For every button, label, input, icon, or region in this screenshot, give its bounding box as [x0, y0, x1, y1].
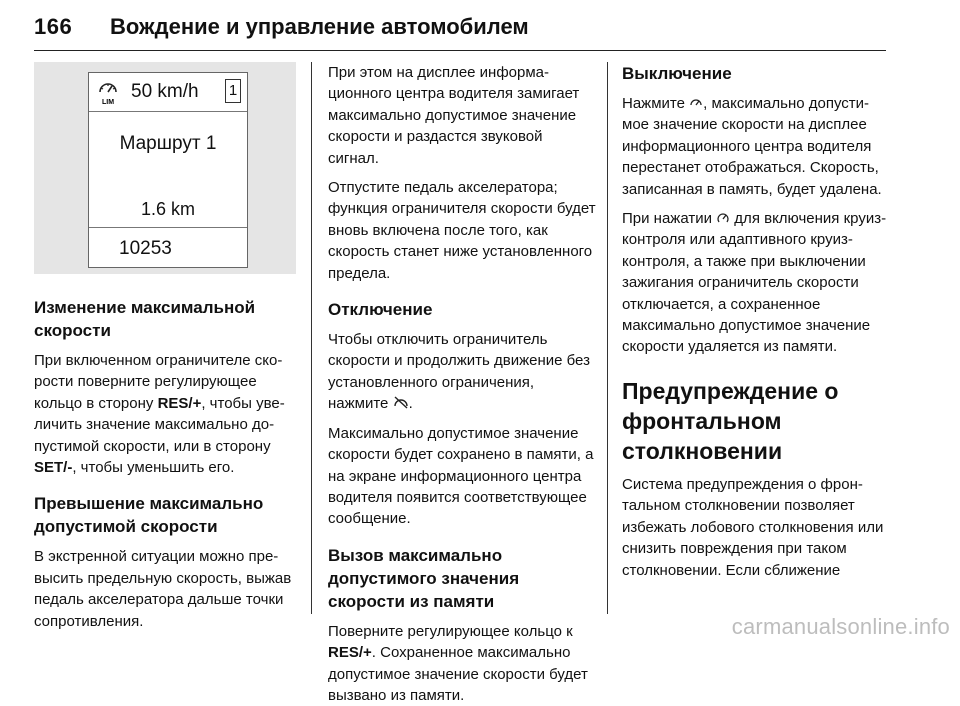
- column-divider: [311, 62, 312, 614]
- odometer-value: 10253: [119, 238, 172, 259]
- column-divider: [607, 62, 608, 614]
- paragraph-release-pedal: Отпустите педаль акселератора; функция ограничителя скорости будет вновь включена после того, как скорость станет ниже установленного предела.: [328, 179, 596, 282]
- set-control-label: SET/-: [34, 459, 73, 477]
- paragraph-forward-collision: Система предупреждения о фронтальном столкновении позволяет избежать лобового столкновения или снизить повреждения при таком столкновении. Если сближение: [622, 475, 884, 579]
- paragraph-shutdown: Нажмите , максимально допустимое значение скорости на дисплее информационного центра водителя перестанет отображаться. Скорость, записанная в память, будет удалена.: [622, 95, 882, 198]
- watermark: carmanualsonline.info: [731, 614, 950, 639]
- panel-separator: [89, 227, 247, 228]
- speed-limiter-icon: [689, 95, 703, 110]
- distance-value: 1.6 km: [140, 199, 196, 219]
- column-2: [328, 62, 596, 706]
- section-heading-shutdown: Выключение: [622, 64, 732, 83]
- paragraph-recall: Поверните регулирующее кольцо к RES/+. Сохраненное максимально допустимое значение скорости будет вызвано из памяти.: [328, 622, 588, 704]
- limit-speed-value: 50 km/h: [131, 81, 199, 102]
- paragraph-cruise-disable: При нажатии для включения круиз-контроля или адаптивного круиз-контроля, а также при выключении зажигания ограничитель скорости отключается, а сохраненное максимально допустимое значение скорости удаляется из памяти.: [622, 210, 887, 356]
- section-heading-exceed-speed: Превышение максимально допустимой скорости: [34, 494, 264, 537]
- section-heading-change-max-speed: Изменение максимальной скорости: [34, 298, 256, 340]
- driver-info-display-illustration: [34, 62, 296, 274]
- panel-separator: [89, 111, 247, 112]
- res-control-label: RES/+: [328, 644, 372, 662]
- speed-limiter-icon: [97, 79, 119, 107]
- column-3: [622, 62, 888, 581]
- paragraph-stored-speed: Максимально допустимое значение скорости будет сохранено в памяти, а на экране информационного центра водителя появится соответствующее сообщение.: [328, 424, 594, 528]
- page-number: 166: [34, 14, 73, 39]
- limiter-off-icon: [393, 395, 409, 410]
- section-heading-recall: Вызов максимально допустимого значения скорости из памяти: [328, 545, 520, 611]
- route-number-box: 1: [225, 79, 241, 103]
- route-name: Маршрут 1: [119, 133, 217, 154]
- cruise-control-icon: [716, 210, 730, 225]
- section-heading-deactivation: Отключение: [328, 300, 433, 320]
- page-header: [34, 6, 886, 51]
- paragraph-warning-flash: При этом на дисплее информационного центра водителя замигает максимально допустимое значение скорости и раздастся звуковой сигнал.: [328, 64, 580, 167]
- chapter-title: Вождение и управление автомобилем: [110, 14, 529, 39]
- column-1: [34, 62, 296, 632]
- section-heading-forward-collision: Предупреждение о фронтальном столкновении: [622, 377, 839, 464]
- paragraph-exceed-speed: В экстренной ситуации можно превысить предельную скорость, выжав педаль акселератора дальше точки сопротивления.: [34, 548, 292, 630]
- display-panel: [88, 72, 248, 268]
- res-control-label: RES/+: [157, 394, 202, 412]
- limiter-icon-label: LIM: [101, 99, 115, 106]
- paragraph-deactivation: Чтобы отключить ограничитель скорости и продолжить движение без установленного ограничения, нажмите .: [328, 331, 590, 413]
- paragraph-change-max-speed: При включенном ограничителе скорости поверните регулирующее кольцо в сторону RES/+, чтобы увеличить значение максимально допустимой скорости, или в сторону SET/-, чтобы уменьшить его.: [34, 352, 285, 477]
